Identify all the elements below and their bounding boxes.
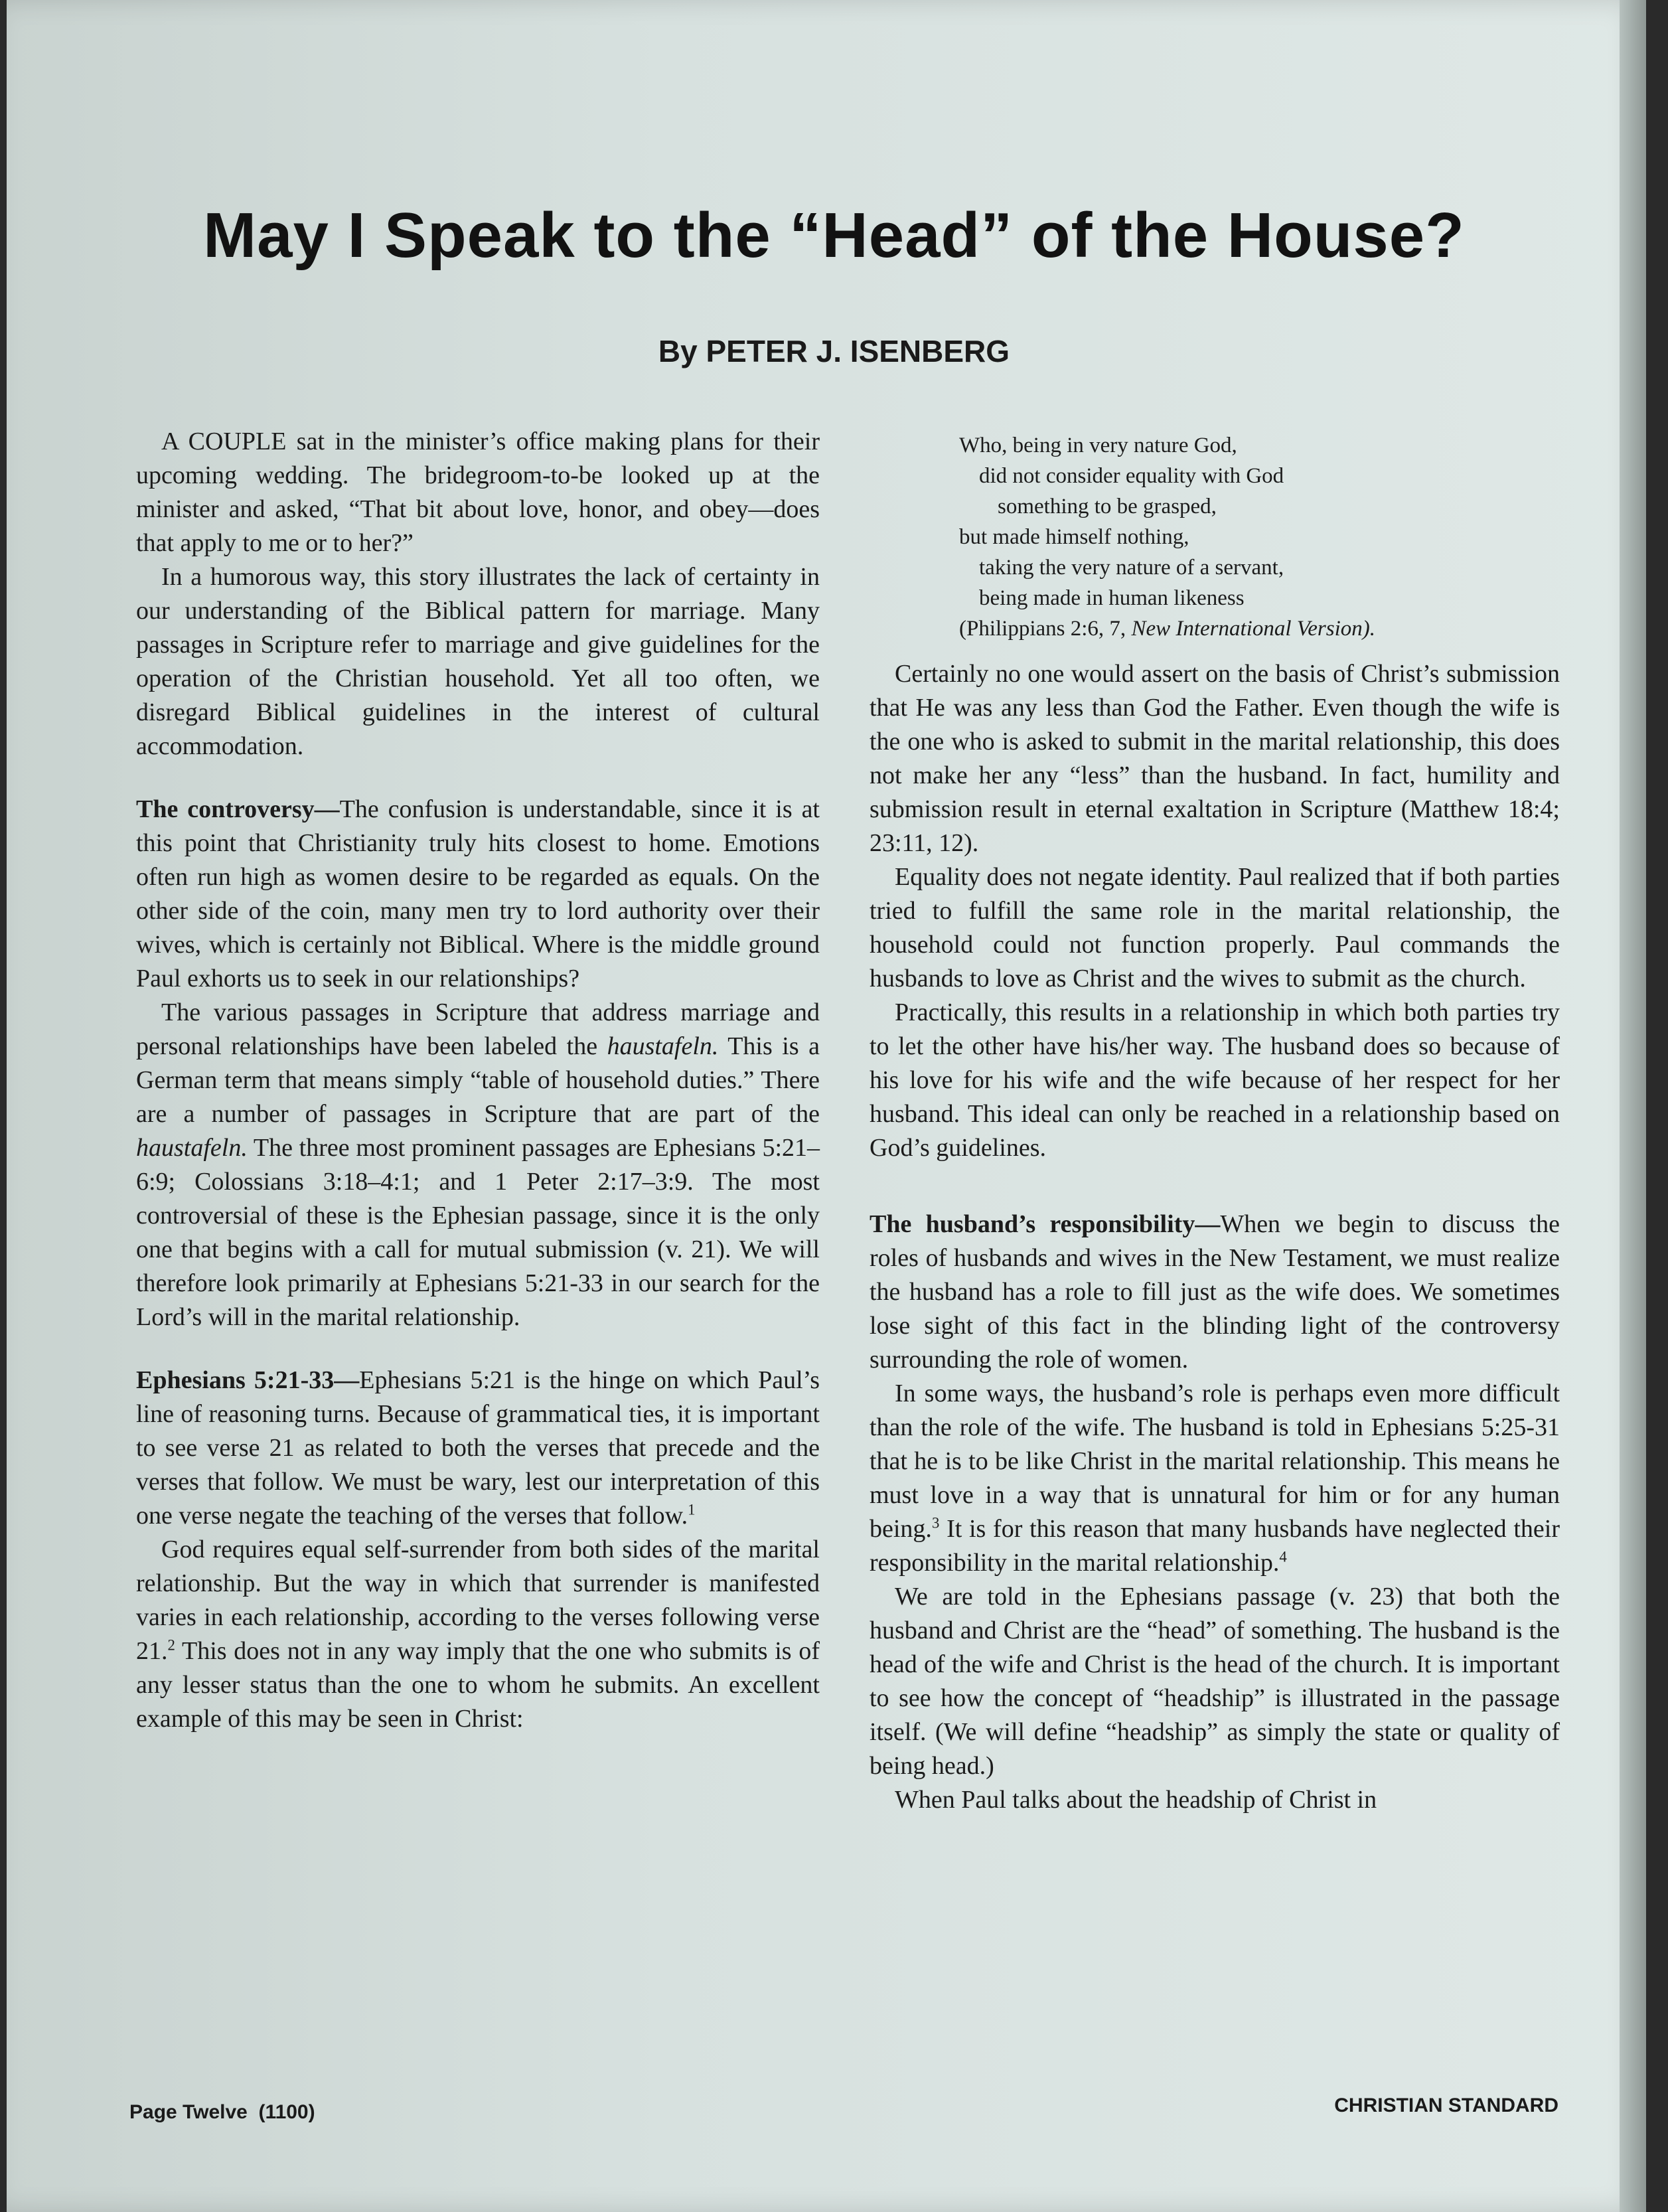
paragraph: Practically, this results in a relationship in which both parties try to let the other have his/her way. The husband does so because of his love for his wife and the wife because of her respect for her husband. This ideal can only be reached in a relationship based on God’s guidelines.: [870, 998, 1560, 1162]
quote-citation: (Philippians 2:6, 7, New International Version).: [959, 617, 1375, 641]
paragraph: When Paul talks about the headship of Christ in: [895, 1786, 1377, 1814]
footnote-marker: 1: [688, 1501, 696, 1518]
section-text: When we begin to discuss the roles of husbands and wives in the New Testament, we must realize the husband has a role to fill just as the wife does. We sometimes lose sight of this fact in the blinding light of the controversy surrounding the role of women.: [870, 1210, 1560, 1374]
article-byline: By PETER J. ISENBERG: [658, 334, 1010, 368]
quote-line: but made himself nothing,: [959, 525, 1189, 549]
paragraph: Certainly no one would assert on the basis of Christ’s submission that He was any less than God the Father. Even though the wife is the one who is asked to submit in the marital relationship, this does not make her any “less” than the husband. In fact, humility and submission result in eternal exaltation in Scripture (Matthew 18:4; 23:11, 12).: [870, 660, 1560, 857]
section-heading: The controversy—: [136, 795, 340, 823]
page-footer-left: [129, 2101, 315, 2124]
left-column: [136, 425, 820, 1736]
quote-line: did not consider equality with God: [979, 464, 1284, 488]
page-spine-shadow: [1620, 0, 1646, 2212]
paragraph: We are told in the Ephesians passage (v. 23) that both the husband and Christ are the “head” of something. The husband is the head of the wife and Christ is the head of the church. It is important to see how the concept of “headship” is illustrated in the passage itself. (We will define “headship” as simply the state or quality of being head.): [870, 1583, 1560, 1780]
paragraph: God requires equal self-surrender from both sides of the marital relationship. But the way in which that surrender is manifested varies in each relationship, according to the verses following verse 21.$^2$ This does not in any way imply that the one who submits is of any lesser status than the one to whom he submits. An excellent example of this may be seen in Christ:: [136, 1536, 820, 1733]
term-haustafeln: haustafeln.: [136, 1134, 248, 1162]
paragraph: A COUPLE sat in the minister’s office making plans for their upcoming wedding. The bridegroom-to-be looked up at the minister and asked, “That bit about love, honor, and obey—does that apply to me or to her?”: [136, 428, 820, 557]
term-haustafeln: haustafeln.: [607, 1032, 719, 1060]
section-text: The confusion is understandable, since it is at this point that Christianity truly hits closest to home. Emotions often run high as women desire to be regarded as equals. On the other side of the coin, many men try to lord authority over their wives, which is certainly not Biblical. Where is the middle ground Paul exhorts us to seek in our relationships?: [136, 795, 820, 992]
footnote-marker: 2: [167, 1636, 175, 1654]
publication-name: CHRISTIAN STANDARD: [1334, 2094, 1558, 2116]
article-title: May I Speak to the “Head” of the House?: [203, 200, 1465, 271]
section-heading: The husband’s responsibility—: [870, 1210, 1221, 1238]
section-husband-responsibility: [870, 1208, 1560, 1377]
paragraph: In some ways, the husband’s role is perhaps even more difficult than the role of the wife. The husband is told in Ephesians 5:25-31 that he is to be like Christ in the marital relationship. This means he must love in a way that is unnatural for him or for any human being.$^3$ It is for this reason that many husbands have neglected their responsibility in the marital relationship.$^4$: [870, 1380, 1560, 1577]
paragraph: The various passages in Scripture that address marriage and personal relationships have been labeled the haustafeln. This is a German term that means simply “table of household duties.” There are a number of passages in Scripture that are part of the haustafeln. The three most prominent passages are Ephesians 5:21–6:9; Colossians 3:18–4:1; and 1 Peter 2:17–3:9. The most controversial of these is the Ephesian passage, since it is the only one that begins with a call for mutual submission (v. 21). We will therefore look primarily at Ephesians 5:21-33 in our search for the Lord’s will in the marital relationship.: [136, 998, 820, 1331]
quote-line: Who, being in very nature God,: [959, 434, 1237, 457]
section-heading: Ephesians 5:21-33—: [136, 1366, 360, 1394]
page-number: (1100): [258, 2101, 315, 2123]
footnote-marker: 4: [1279, 1548, 1287, 1565]
paragraph: Equality does not negate identity. Paul realized that if both parties tried to fulfill the same role in the marital relationship, the household could not function properly. Paul commands the husbands to love as Christ and the wives to submit as the church.: [870, 863, 1560, 992]
quote-line: taking the very nature of a servant,: [979, 556, 1284, 580]
quote-line: being made in human likeness: [979, 586, 1245, 610]
section-ephesians: [136, 1364, 820, 1533]
page-label: Page Twelve: [129, 2101, 248, 2123]
section-controversy: [136, 793, 820, 996]
paragraph: In a humorous way, this story illustrates the lack of certainty in our understanding of the Biblical pattern for marriage. Many passages in Scripture refer to marriage and give guidelines for the operation of the Christian household. Yet all too often, we disregard Biblical guidelines in the interest of cultural accommodation.: [136, 563, 820, 760]
scripture-quote: [959, 430, 1556, 644]
right-column: [870, 657, 1560, 1817]
section-text: Ephesians 5:21 is the hinge on which Paul’s line of reasoning turns. Because of grammatical ties, it is important to see verse 21 as related to both the verses that precede and the verses that follow. We must be wary, lest our interpretation of this one verse negate the teaching of the verses that follow.: [136, 1366, 820, 1530]
footnote-marker: 3: [931, 1514, 940, 1532]
quote-line: something to be grasped,: [998, 495, 1217, 518]
